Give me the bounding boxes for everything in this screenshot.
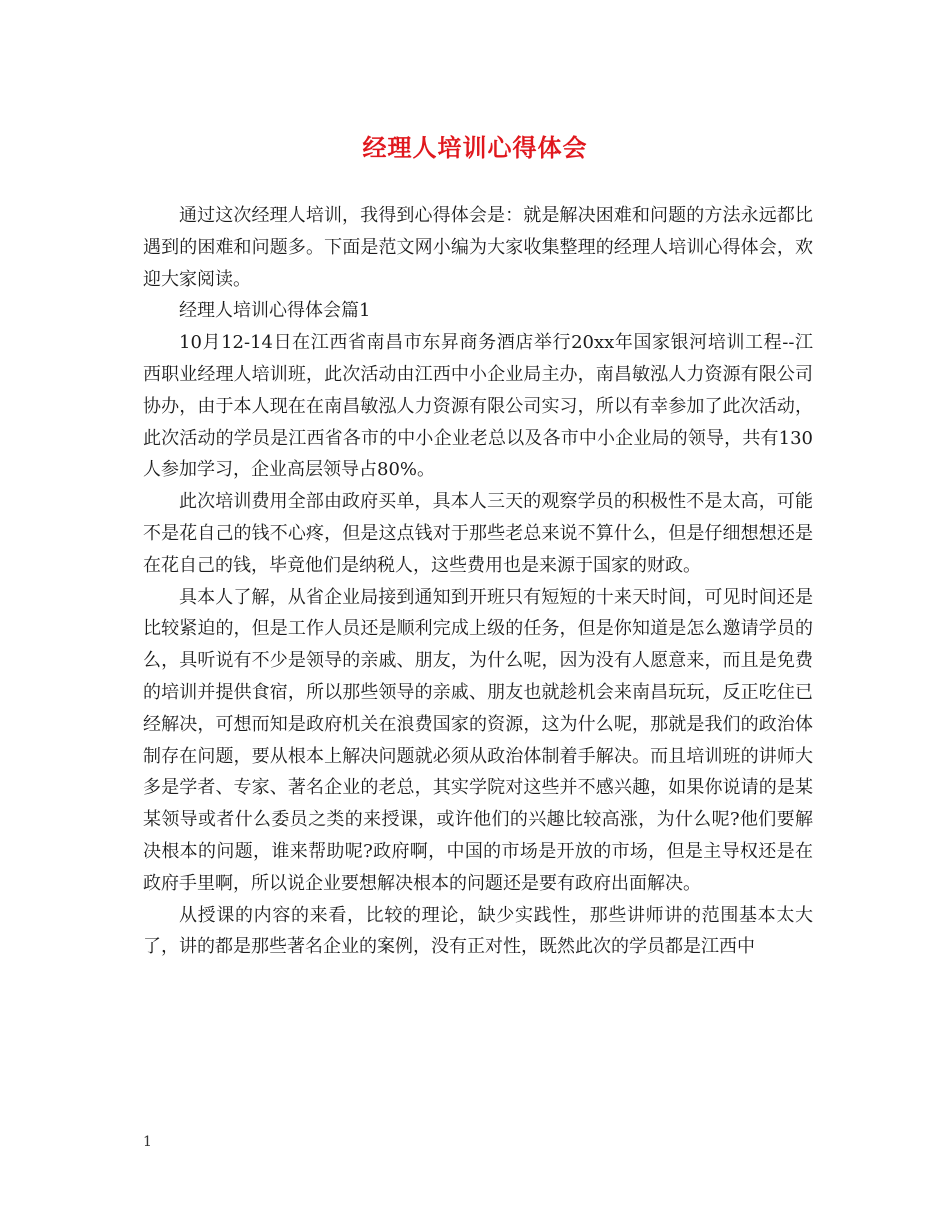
section-heading: 经理人培训心得体会篇1: [179, 300, 371, 322]
paragraph: 此次培训费用全部由政府买单，具本人三天的观察学员的积极性不是太高，可能不是花自己的钱不心疼，但是这点钱对于那些老总来说不算什么，但是仔细想想还是在花自己的钱，毕竟他们是纳税人，这些费用也是来源于国家的财政。: [143, 491, 813, 576]
paragraph-intro: 通过这次经理人培训，我得到心得体会是：就是解决困难和问题的方法永远都比遇到的困难和问题多。下面是范文网小编为大家收集整理的经理人培训心得体会，欢迎大家阅读。: [143, 205, 813, 290]
paragraph: 具本人了解，从省企业局接到通知到开班只有短短的十来天时间，可见时间还是比较紧迫的，但是工作人员还是顺利完成上级的任务，但是你知道是怎么邀请学员的么，具听说有不少是领导的亲戚、朋友，为什么呢，因为没有人愿意来，而且是免费的培训并提供食宿，所以那些领导的亲戚、朋友也就趁机会来南昌玩玩，反正吃住已经解决，可想而知是政府机关在浪费国家的资源，这为什么呢，那就是我们的政治体制存在问题，要从根本上解决问题就必须从政治体制着手解决。而且培训班的讲师大多是学者、专家、著名企业的老总，其实学院对这些并不感兴趣，如果你说请的是某某领导或者什么委员之类的来授课，或许他们的兴趣比较高涨，为什么呢?他们要解决根本的问题，谁来帮助呢?政府啊，中国的市场是开放的市场，但是主导权还是在政府手里啊，所以说企业要想解决根本的问题还是要有政府出面解决。: [143, 586, 813, 894]
paragraph: 从授课的内容的来看，比较的理论，缺少实践性，那些讲师讲的范围基本太大了，讲的都是那些著名企业的案例，没有正对性，既然此次的学员都是江西中: [143, 904, 813, 958]
document-body: [143, 200, 813, 963]
paragraph: 10月12-14日在江西省南昌市东昇商务酒店举行20xx年国家银河培训工程--江西职业经理人培训班，此次活动由江西中小企业局主办，南昌敏泓人力资源有限公司协办，由于本人现在在南昌敏泓人力资源有限公司实习，所以有幸参加了此次活动，此次活动的学员是江西省各市的中小企业老总以及各市中小企业局的领导，共有130人参加学习，企业高层领导占80%。: [143, 332, 813, 481]
page-number: 1: [143, 1134, 152, 1150]
document-title: 经理人培训心得体会: [362, 133, 588, 162]
